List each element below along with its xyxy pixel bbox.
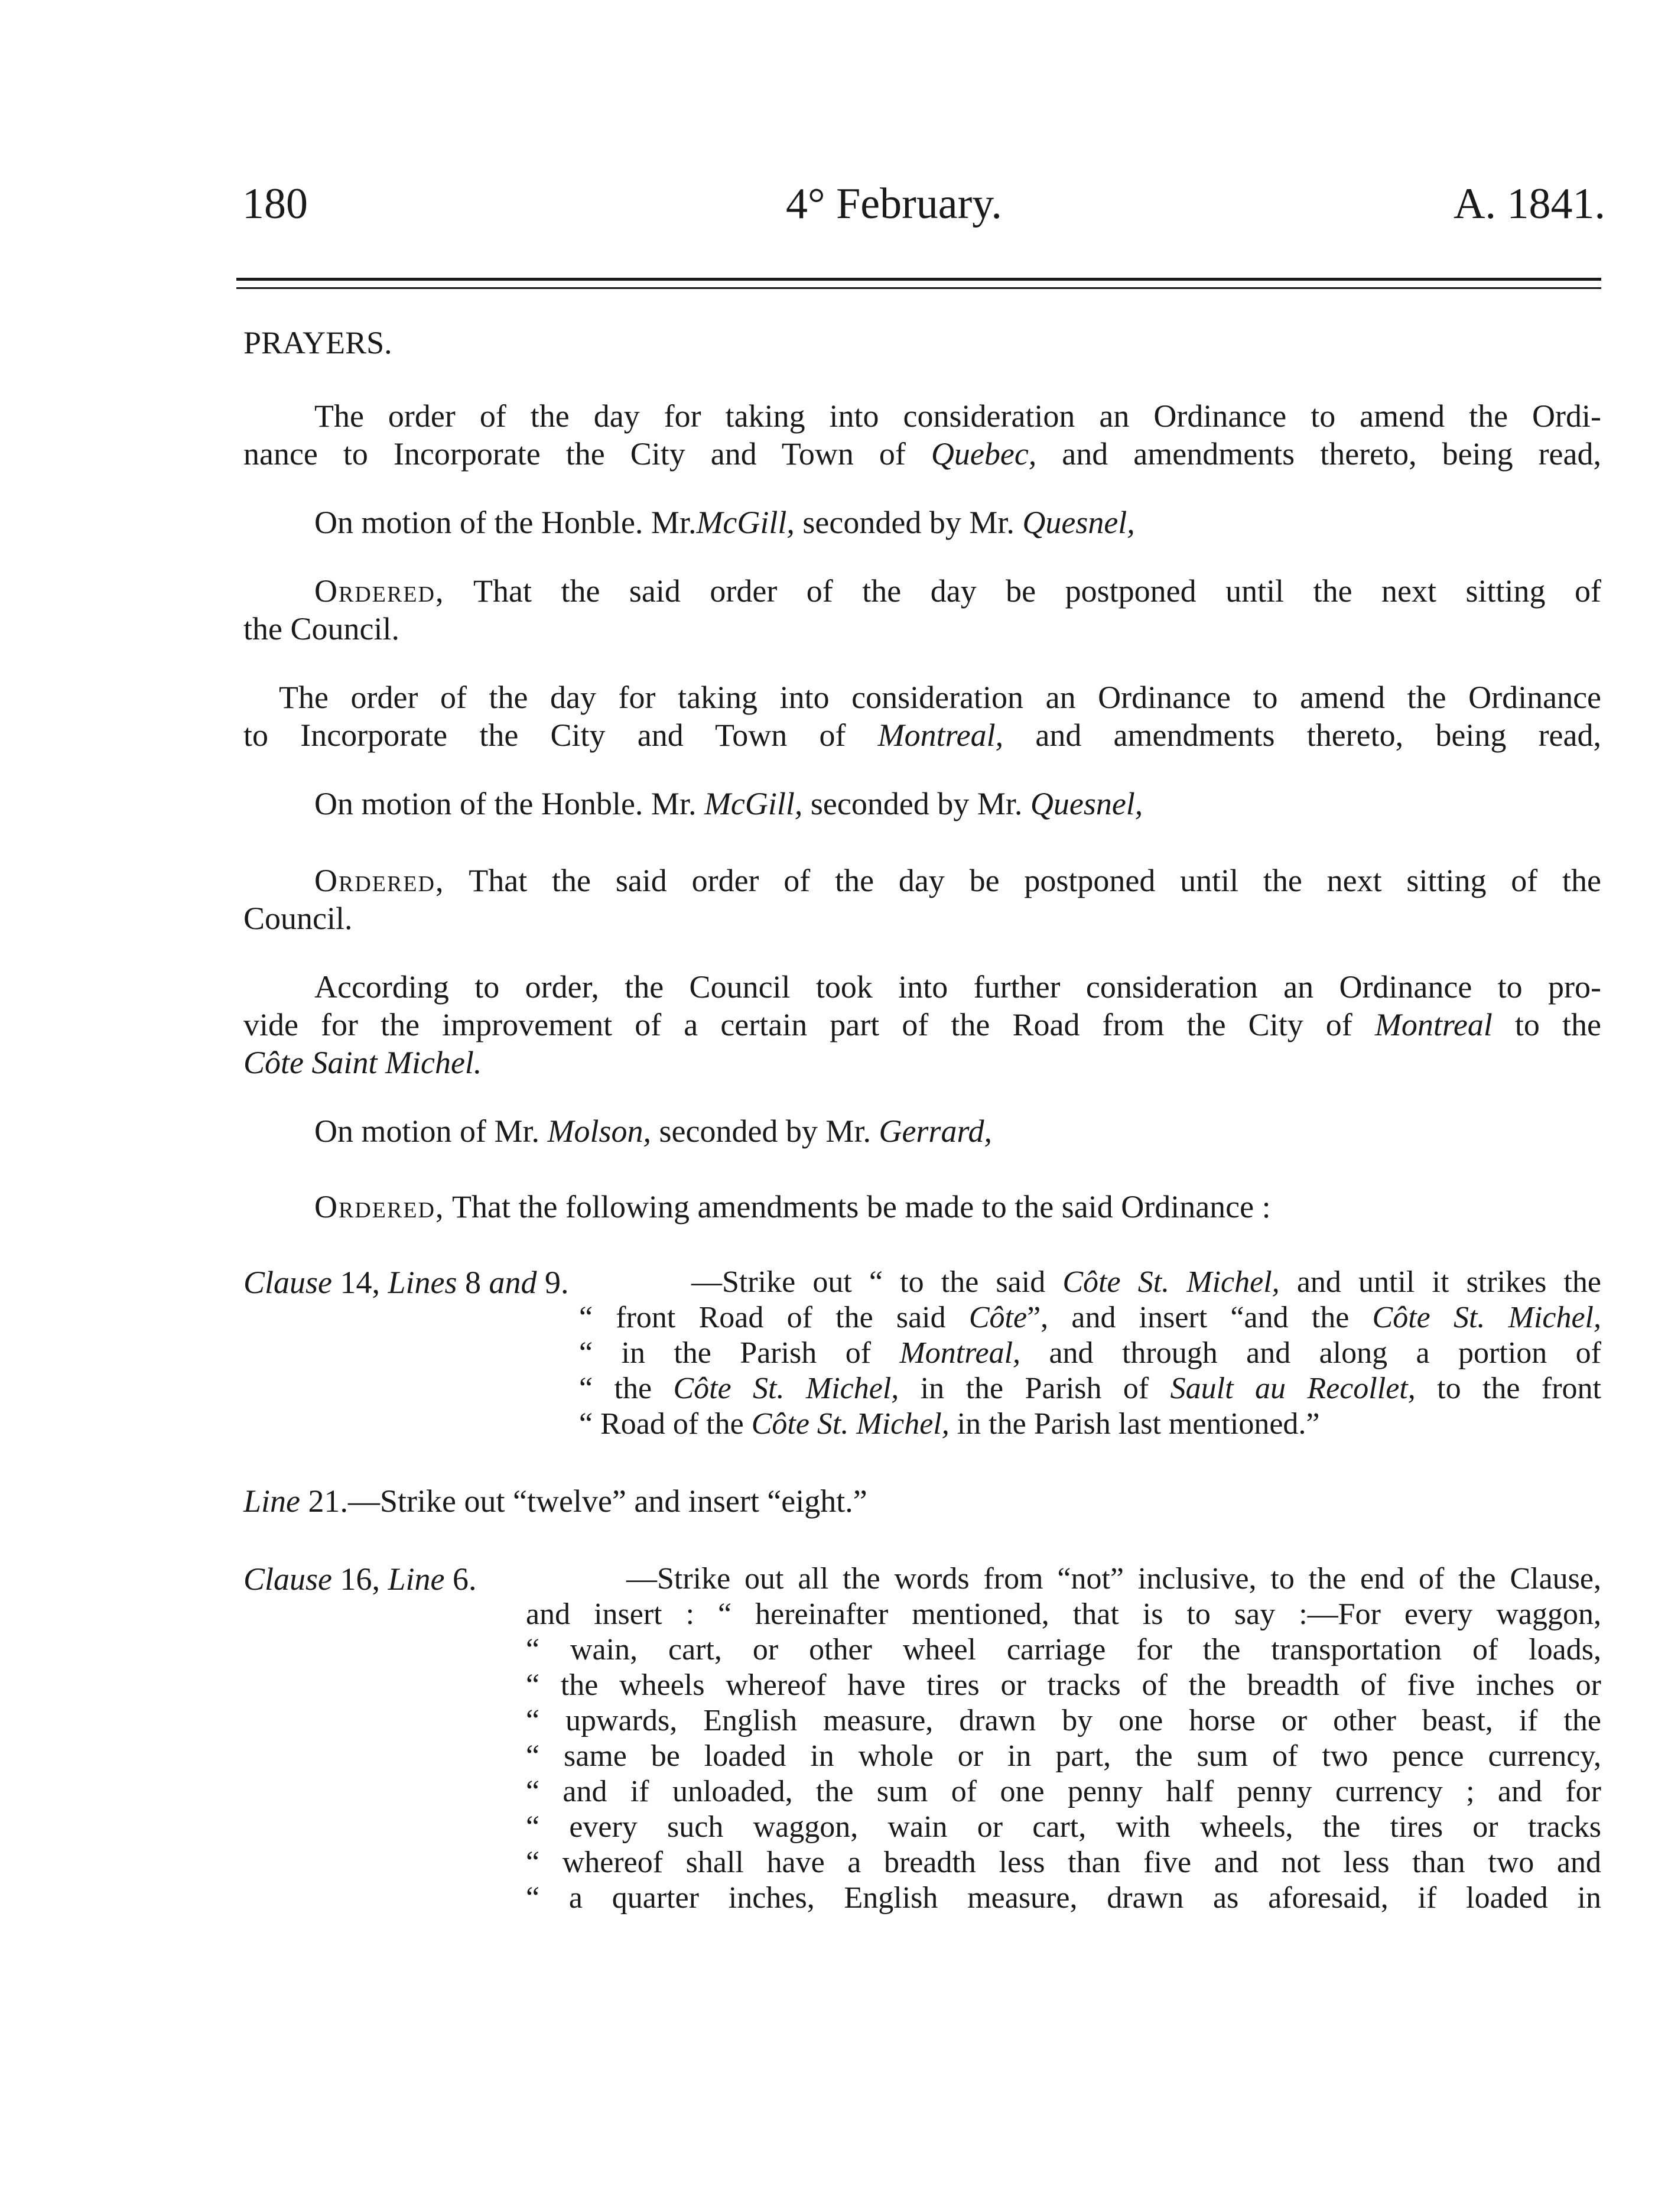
- text-run: “ front Road of the said: [579, 1301, 969, 1334]
- text-run: “ the: [579, 1372, 674, 1405]
- text-run: On motion of the Honble. Mr.: [314, 505, 697, 540]
- line-21-amendment: [243, 1482, 867, 1520]
- clause-line: “ whereof shall have a breadth less than five and not less than two and: [526, 1846, 1601, 1879]
- ordered-paragraph: [243, 572, 1601, 648]
- clause-line: “ same be loaded in whole or in part, the sum of two pence currency,: [526, 1739, 1601, 1773]
- clause-line: [579, 1371, 1601, 1407]
- paragraph-line: Council.: [243, 901, 353, 936]
- text-run: ”, and insert “and the: [1027, 1301, 1373, 1334]
- text-run: “ Road of the: [579, 1407, 752, 1441]
- clause-line: “ upwards, English measure, drawn by one horse or other beast, if the: [526, 1704, 1601, 1737]
- text-run: and through and along a portion of: [1020, 1336, 1601, 1370]
- text-run: —Strike out “ to the said: [691, 1265, 1063, 1299]
- paragraph-line: [243, 716, 1601, 754]
- seconder-name: Quesnel,: [1030, 786, 1143, 821]
- header-year: A. 1841.: [1454, 180, 1605, 228]
- clause-line: “ a quarter inches, English measure, drawn as aforesaid, if loaded in: [526, 1881, 1601, 1915]
- text-run: 21.: [300, 1483, 349, 1519]
- place-name: Montreal,: [877, 717, 1004, 753]
- motion-line: [314, 785, 1143, 823]
- paragraph-line: The order of the day for taking into consideration an Ordinance to amend the Ordinance: [279, 680, 1601, 715]
- ordered-word: Ordered,: [314, 863, 445, 898]
- ordered-word: Ordered,: [314, 1189, 445, 1224]
- text-run: Clause: [243, 1561, 333, 1597]
- motion-line: [314, 1112, 992, 1150]
- clause-16-text: [626, 1561, 1601, 1597]
- header-date: 4° February.: [786, 180, 1002, 228]
- clause-line: “ and if unloaded, the sum of one penny half penny currency ; and for: [526, 1775, 1601, 1808]
- clause-line: [691, 1265, 1601, 1300]
- text-run: That the following amendments be made to the said Ordinance :: [444, 1189, 1271, 1224]
- clause-line: —Strike out all the words from “not” inclusive, to the end of the Clause,: [626, 1562, 1601, 1596]
- place-name: Côte Saint Michel.: [243, 1045, 482, 1080]
- clause-14-label: [243, 1263, 569, 1301]
- text-run: to Incorporate the City and Town of: [243, 717, 878, 753]
- mover-name: McGill,: [696, 505, 795, 540]
- text-run: and amendments thereto, being read,: [1036, 436, 1601, 472]
- header-rule-thin: [236, 287, 1601, 289]
- text-run: in the Parish last mentioned.”: [949, 1407, 1320, 1441]
- place-name: Montreal: [1374, 1007, 1493, 1042]
- place-name: Sault au Recollet,: [1170, 1372, 1416, 1405]
- seconder-name: Quesnel,: [1022, 505, 1135, 540]
- text-run: and: [489, 1265, 537, 1300]
- text-run: 16,: [332, 1561, 388, 1597]
- text-run: nance to Incorporate the City and Town of: [243, 436, 931, 472]
- section-title: PRAYERS.: [243, 325, 392, 360]
- clause-line: “ wain, cart, or other wheel carriage for the transportation of loads,: [526, 1633, 1601, 1667]
- text-run: On motion of the Honble. Mr.: [314, 786, 704, 821]
- text-run: —Strike out “twelve” and insert “eight.”: [348, 1483, 867, 1519]
- paragraph-line: [243, 572, 1601, 610]
- paragraph-line: According to order, the Council took into further consideration an Ordinance to pro-: [314, 969, 1601, 1005]
- text-run: in the Parish of: [899, 1372, 1170, 1405]
- place-name: Quebec,: [931, 436, 1037, 472]
- page-number: 180: [242, 180, 308, 228]
- clause-14-continuation: [579, 1300, 1601, 1442]
- paragraph-line: [243, 1006, 1601, 1044]
- seconder-name: Gerrard,: [879, 1113, 992, 1149]
- paragraph-line: [243, 435, 1601, 473]
- place-name: Côte St. Michel,: [751, 1407, 950, 1441]
- paragraph-montreal-order: [243, 678, 1601, 754]
- ordered-word: Ordered,: [314, 573, 445, 609]
- ordered-paragraph: [243, 862, 1601, 937]
- clause-line: [579, 1336, 1601, 1371]
- clause-line: and insert : “ hereinafter mentioned, that is to say :—For every waggon,: [526, 1597, 1601, 1631]
- text-run: Clause: [243, 1265, 333, 1300]
- paragraph-line: The order of the day for taking into consideration an Ordinance to amend the Ordi-: [314, 398, 1601, 434]
- paragraph-line: [243, 1044, 1601, 1081]
- text-run: 6.: [444, 1561, 477, 1597]
- ordered-line: [314, 1188, 1271, 1226]
- text-run: seconded by Mr.: [802, 786, 1030, 821]
- text-run: 8: [457, 1265, 489, 1300]
- header-rule-thick: [236, 278, 1601, 281]
- text-run: Lines: [388, 1265, 457, 1300]
- mover-name: McGill,: [704, 786, 803, 821]
- text-run: On motion of Mr.: [314, 1113, 548, 1149]
- text-run: That the said order of the day be postponed until the next sitting of: [444, 573, 1601, 609]
- text-run: 9.: [537, 1265, 569, 1300]
- paragraph-line: the Council.: [243, 611, 399, 647]
- clause-16-continuation: [526, 1597, 1601, 1916]
- motion-line: [314, 504, 1135, 541]
- clause-line: “ the wheels whereof have tires or tracks of the breadth of five inches or: [526, 1668, 1601, 1702]
- place-name: Côte St. Michel,: [1062, 1265, 1280, 1299]
- paragraph-quebec-order: [243, 397, 1601, 473]
- text-run: “ in the Parish of: [579, 1336, 900, 1370]
- text-run: 14,: [332, 1265, 388, 1300]
- place-name: Côte: [968, 1301, 1028, 1334]
- text-run: seconded by Mr.: [794, 505, 1023, 540]
- clause-16-label: [243, 1560, 477, 1598]
- text-run: That the said order of the day be postponed until the next sitting of the: [444, 863, 1601, 898]
- text-run: to the: [1492, 1007, 1601, 1042]
- text-run: Line: [388, 1561, 445, 1597]
- paragraph-road-ordinance: [243, 968, 1601, 1081]
- place-name: Côte St. Michel,: [1372, 1301, 1601, 1334]
- text-run: and amendments thereto, being read,: [1003, 717, 1601, 753]
- clause-line: [579, 1300, 1601, 1336]
- clause-line: “ every such waggon, wain or cart, with wheels, the tires or tracks: [526, 1810, 1601, 1844]
- clause-line: [579, 1407, 1601, 1442]
- text-run: seconded by Mr.: [651, 1113, 879, 1149]
- text-run: to the front: [1415, 1372, 1602, 1405]
- place-name: Montreal,: [899, 1336, 1021, 1370]
- mover-name: Molson,: [547, 1113, 652, 1149]
- clause-14-text: [691, 1265, 1601, 1300]
- paragraph-line: [243, 862, 1601, 899]
- place-name: Côte St. Michel,: [673, 1372, 899, 1405]
- text-run: vide for the improvement of a certain part of the Road from the City of: [243, 1007, 1375, 1042]
- text-run: and until it strikes the: [1279, 1265, 1602, 1299]
- text-run: Line: [243, 1483, 301, 1519]
